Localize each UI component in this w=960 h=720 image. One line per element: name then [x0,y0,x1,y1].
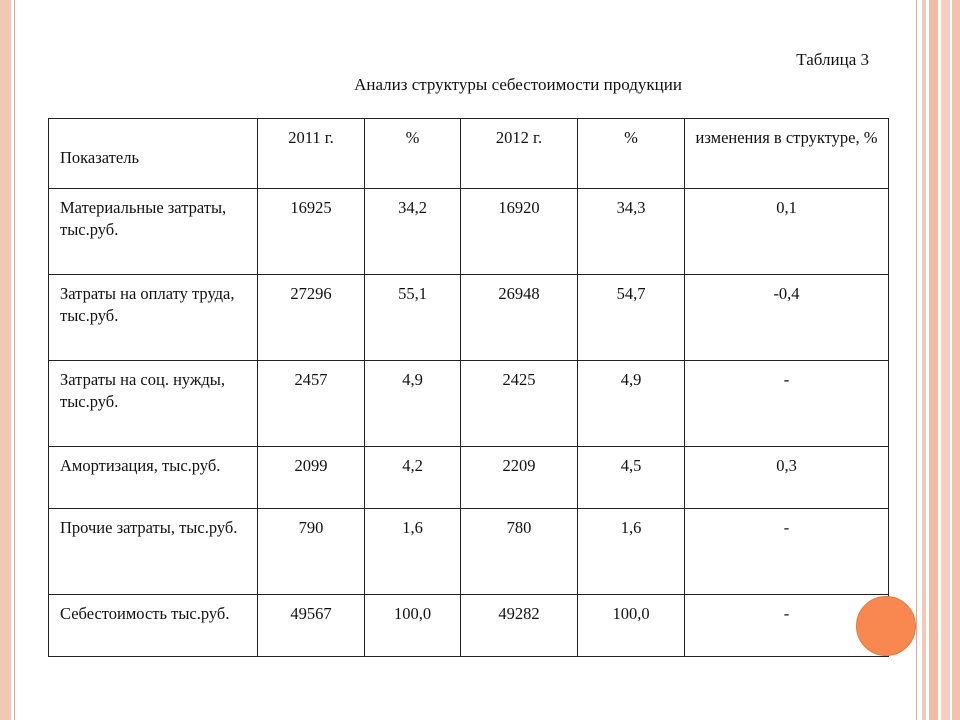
header-cell: Показатель [49,119,258,189]
row-label: Прочие затраты, тыс.руб. [49,509,258,595]
table-cell: - [685,509,889,595]
table-cell: 55,1 [365,275,461,361]
table-cell: 34,3 [578,189,685,275]
header-cell: % [578,119,685,189]
decorative-orange-circle [856,596,916,656]
table-cell: 100,0 [365,595,461,657]
table-cell: 0,1 [685,189,889,275]
row-label: Амортизация, тыс.руб. [49,447,258,509]
table-cell: 780 [461,509,578,595]
table-cell: 49282 [461,595,578,657]
table-header-row [49,119,889,189]
table-cell: 1,6 [365,509,461,595]
slide-frame-left [0,0,11,720]
table-cell: 2457 [258,361,365,447]
table-cell: 4,9 [365,361,461,447]
table-row [49,361,889,447]
table-cell: 4,2 [365,447,461,509]
table-caption: Таблица 3 [796,50,869,69]
table-cell: 2209 [461,447,578,509]
table-row-total [49,595,889,657]
cost-structure-table [48,118,889,657]
table-row [49,447,889,509]
table-cell: 27296 [258,275,365,361]
header-cell: 2012 г. [461,119,578,189]
table-cell: 49567 [258,595,365,657]
table-cell: 2099 [258,447,365,509]
table-row [49,275,889,361]
table-cell: 100,0 [578,595,685,657]
table-cell: 790 [258,509,365,595]
row-label: Материальные затраты, тыс.руб. [49,189,258,275]
header-cell: % [365,119,461,189]
header-cell: изменения в структуре, % [685,119,889,189]
table-cell: -0,4 [685,275,889,361]
row-label: Затраты на соц. нужды, тыс.руб. [49,361,258,447]
row-label: Затраты на оплату труда, тыс.руб. [49,275,258,361]
header-cell: 2011 г. [258,119,365,189]
table-row [49,509,889,595]
table-cell: 4,5 [578,447,685,509]
table-cell: 4,9 [578,361,685,447]
table-title: Анализ структуры себестоимости продукции [354,75,682,94]
slide-frame-left-line [14,0,15,720]
table-cell: 2425 [461,361,578,447]
table-cell: - [685,595,889,657]
table-cell: 0,3 [685,447,889,509]
table-cell: 26948 [461,275,578,361]
slide-frame-right-line [916,0,917,720]
table-cell: 16920 [461,189,578,275]
table-cell: 54,7 [578,275,685,361]
table-row [49,189,889,275]
table-cell: - [685,361,889,447]
table-cell: 34,2 [365,189,461,275]
slide-frame-right-stripes [916,0,960,720]
table-cell: 16925 [258,189,365,275]
table-cell: 1,6 [578,509,685,595]
row-label: Себестоимость тыс.руб. [49,595,258,657]
